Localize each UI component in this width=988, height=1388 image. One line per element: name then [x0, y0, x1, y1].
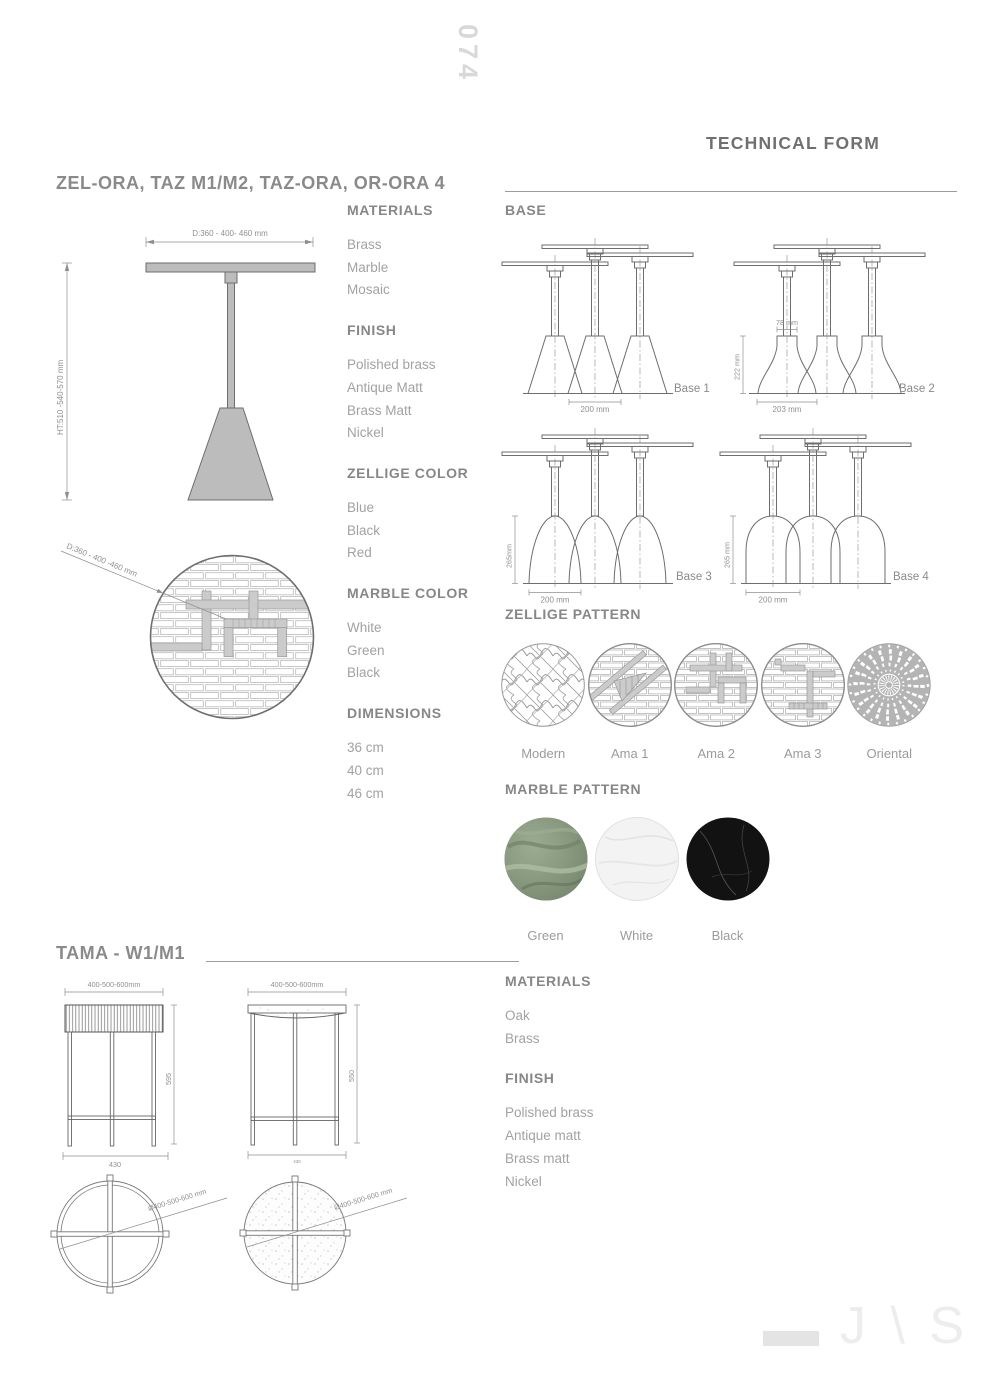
cross-frame [240, 1176, 350, 1290]
base-3-side-dim: 265mm [504, 544, 514, 568]
base-3-bottom-dim: 200 mm [540, 595, 570, 605]
ama1-pattern-icon [588, 643, 672, 727]
form-title: TECHNICAL FORM [706, 133, 880, 153]
base-3-drawing [495, 420, 750, 610]
spec-group-dimensions [347, 705, 507, 805]
tama-side-frame [251, 1013, 339, 1145]
spec-item: Marble [347, 259, 389, 275]
base-3-tables [502, 435, 693, 584]
white-marble-icon [595, 817, 679, 901]
tama-top-left-dim: Ø400-500-600 mm [146, 1186, 208, 1213]
oriental-pattern-icon [847, 643, 931, 727]
section2-rule [206, 961, 519, 962]
spec-heading: MATERIALS [505, 973, 592, 989]
swatch-label: Modern [521, 746, 566, 761]
top-view-diameter-dim: D:360 - 400 -460 mm [65, 541, 139, 579]
spec-item: Blue [347, 499, 375, 515]
base-4-bottom-dim: 200 mm [758, 595, 788, 605]
swatch-label: Ama 1 [610, 746, 649, 761]
base-2-drawing [727, 230, 985, 420]
tama-front-view-drawing [55, 977, 190, 1175]
tabletop-tile-pattern [148, 553, 318, 723]
tama-front-height-dim: 595 [164, 1073, 173, 1085]
spec-item: Brass Matt [347, 402, 412, 418]
spec-item: Oak [505, 1008, 530, 1023]
page-number: 074 [453, 24, 483, 85]
base-4-drawing [713, 420, 985, 610]
diameter-leader-line [60, 1198, 227, 1249]
spec-group-finish [347, 322, 507, 445]
black-marble-icon [686, 817, 770, 901]
marble-swatch-white [591, 817, 682, 943]
tama-front-width-dim: 400-500-600mm [87, 980, 141, 989]
spec-item: Polished brass [505, 1105, 594, 1121]
spec-item: Polished brass [347, 357, 436, 373]
spec-group-materials [505, 973, 665, 1050]
marble-swatch-black [682, 817, 773, 943]
base-4-side-dim: 265 mm [722, 542, 732, 568]
swatch-label: Green [527, 928, 564, 943]
marble-swatch-green [500, 817, 591, 943]
tama-side-width-dim: 400-500-600mm [270, 980, 324, 989]
side-view-height-dim: HT:510 -540-570 mm [56, 359, 65, 435]
tama-front-base-dim: 430 [109, 1160, 121, 1169]
spec-item: White [347, 620, 382, 636]
base-2-side-dim: 222 mm [732, 354, 742, 380]
spec-heading: MATERIALS [347, 202, 434, 218]
spec-item: 36 cm [347, 740, 384, 756]
green-marble-icon [504, 817, 588, 901]
brand-logo: J \ S [840, 1297, 970, 1355]
spec-item: Brass [347, 237, 382, 252]
base-2-label: Base 2 [899, 383, 935, 395]
table-silhouette [146, 263, 315, 500]
spec-heading: DIMENSIONS [347, 705, 442, 722]
side-view-diameter-dim: D:360 - 400- 460 mm [192, 229, 268, 238]
base-2-top-dim: 78 mm [776, 318, 798, 327]
marble-swatches [500, 817, 773, 943]
spec-item: Black [347, 522, 381, 538]
base-2-tables [734, 245, 925, 394]
spec-heading: MARBLE COLOR [347, 585, 469, 602]
spec-item: Brass matt [505, 1150, 570, 1166]
zellige-swatch-ama2 [673, 643, 760, 761]
zellige-pattern-heading: ZELLIGE PATTERN [505, 606, 642, 622]
zellige-swatch-oriental [846, 643, 933, 761]
spec-heading: ZELLIGE COLOR [347, 464, 469, 481]
spec-heading: FINISH [505, 1070, 555, 1087]
tama-side-height-dim: 550 [347, 1070, 356, 1082]
base-1-tables [502, 245, 693, 394]
spec-item: Nickel [347, 425, 384, 441]
spec-group-finish [505, 1070, 665, 1193]
base-4-tables [720, 435, 911, 584]
ama3-pattern-icon [761, 643, 845, 727]
swatch-label: Oriental [866, 746, 913, 761]
base-1-bottom-dim: 200 mm [580, 405, 610, 414]
base-1-label: Base 1 [674, 383, 710, 395]
section1-title: ZEL-ORA, TAZ M1/M2, TAZ-ORA, OR-ORA 4 [56, 173, 446, 193]
tama-side-view-drawing [238, 977, 373, 1175]
spec-item: Nickel [505, 1173, 542, 1189]
spec-item: Black [347, 665, 381, 681]
section1-specs [347, 202, 507, 825]
tama-top-view-left [45, 1170, 260, 1305]
tama-top-right-dim: Ø400-500-600 mm [332, 1185, 394, 1212]
diameter-dimension-line [146, 237, 313, 247]
spec-heading: FINISH [347, 322, 397, 339]
spec-item: Brass [505, 1030, 540, 1046]
swatch-label: White [619, 928, 654, 943]
base-3-label: Base 3 [676, 571, 712, 583]
spec-item: Green [347, 642, 385, 658]
top-view-drawing [55, 540, 345, 765]
section2-title: TAMA - W1/M1 [56, 943, 185, 963]
spec-item: Red [347, 545, 372, 561]
zellige-swatch-ama3 [760, 643, 847, 761]
spec-item: Antique Matt [347, 379, 423, 395]
base-4-label: Base 4 [893, 571, 929, 583]
zellige-swatch-modern [500, 643, 587, 761]
section1-rule [505, 191, 957, 192]
spec-item: Antique matt [505, 1128, 581, 1144]
zellige-swatch-ama1 [587, 643, 674, 761]
tama-top-view-right [235, 1170, 450, 1305]
spec-item: 40 cm [347, 762, 384, 778]
base-heading: BASE [505, 202, 547, 218]
modern-pattern-icon [501, 643, 585, 727]
spec-group-marble-color [347, 585, 507, 685]
spec-group-zellige-color [347, 465, 507, 565]
base-1-drawing [495, 230, 750, 420]
spec-item: 46 cm [347, 785, 384, 801]
tama-side-base-dim: 430 [293, 1159, 301, 1164]
tama-front-frame [68, 1032, 156, 1146]
ama2-pattern-icon [674, 643, 758, 727]
footer-bar [763, 1331, 819, 1346]
swatch-label: Ama 3 [783, 746, 822, 761]
marble-pattern-heading: MARBLE PATTERN [505, 781, 642, 797]
swatch-label: Black [711, 928, 744, 943]
spec-group-materials [347, 202, 507, 302]
zellige-swatches [500, 643, 933, 761]
ribbed-tabletop [65, 1005, 163, 1032]
side-view-drawing [55, 225, 345, 515]
spec-item: Mosaic [347, 282, 390, 298]
section2-specs [505, 973, 665, 1213]
base-2-bottom-dim: 203 mm [772, 405, 802, 414]
swatch-label: Ama 2 [697, 746, 736, 761]
